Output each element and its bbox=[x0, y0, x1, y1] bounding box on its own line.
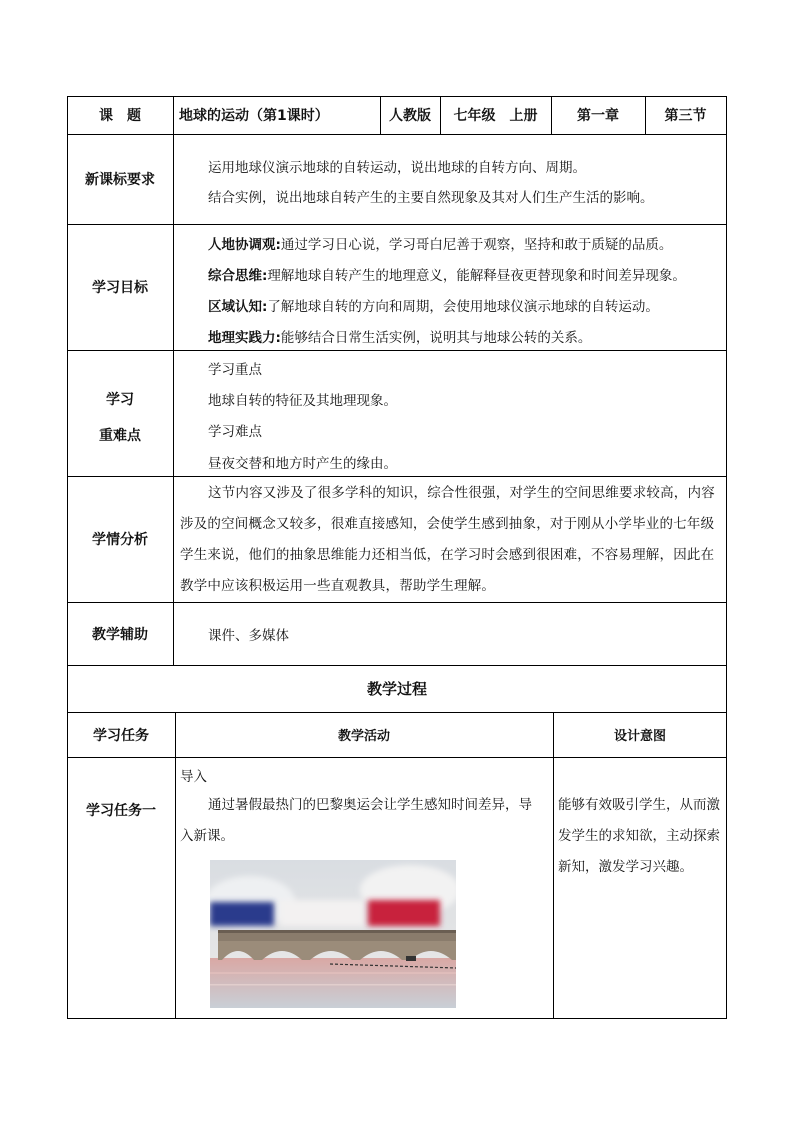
col-task-header: 学习任务 bbox=[93, 727, 149, 744]
edition: 人教版 bbox=[389, 108, 431, 124]
objective-item bbox=[208, 233, 672, 253]
divider bbox=[175, 712, 176, 1019]
objective-key: 地理实践力: bbox=[208, 330, 281, 346]
key-point-line: 学习难点 bbox=[208, 424, 262, 440]
col-activity-header: 教学活动 bbox=[337, 729, 390, 744]
subject-label: 课 题 bbox=[99, 108, 141, 124]
process-title: 教学过程 bbox=[366, 680, 427, 698]
key-points-label: 重难点 bbox=[99, 428, 141, 444]
lesson-title: 地球的运动（第1课时） bbox=[179, 108, 329, 124]
objective-key: 综合思维: bbox=[208, 268, 268, 284]
section: 第三节 bbox=[664, 108, 707, 124]
analysis-text: 这节内容又涉及了很多学科的知识，综合性很强，对学生的空间思维要求较高，内容涉及的空间概念又较多，很难直接感知，会使学生感到抽象，对于刚从小学毕业的七年级学生来说，他们的抽象思维能力还相当低，在学习时会感到很困难，不容易理解，因此在教学中应该积极运用一些直观教具，帮助学生理解。 bbox=[180, 485, 715, 594]
objective-key: 区域认知: bbox=[208, 299, 268, 315]
key-points-label: 学习 bbox=[106, 392, 134, 408]
objective-item bbox=[208, 295, 659, 315]
paris-olympics-photo bbox=[210, 860, 456, 1008]
key-point-line: 昼夜交替和地方时产生的缘由。 bbox=[208, 456, 397, 472]
objective-text: 通过学习日心说，学习哥白尼善于观察，坚持和敢于质疑的品质。 bbox=[280, 237, 673, 253]
curriculum-line: 结合实例，说出地球自转产生的主要自然现象及其对人们生产生活的影响。 bbox=[208, 190, 654, 206]
task1-intent: 能够有效吸引学生，从而激发学生的求知欲，主动探索新知，激发学习兴趣。 bbox=[558, 797, 720, 875]
objective-text: 能够结合日常生活实例，说明其与地球公转的关系。 bbox=[280, 330, 592, 346]
objective-item bbox=[208, 326, 591, 346]
task1-label: 学习任务一 bbox=[86, 803, 156, 819]
divider bbox=[553, 712, 554, 1019]
objective-text: 理解地球自转产生的地理意义，能解释昼夜更替现象和时间差异现象。 bbox=[267, 268, 686, 284]
task1-intro-text: 通过暑假最热门的巴黎奥运会让学生感知时间差异，导入新课。 bbox=[180, 797, 532, 844]
chapter: 第一章 bbox=[577, 108, 619, 124]
curriculum-line: 运用地球仪演示地球的自转运动，说出地球的自转方向、周期。 bbox=[208, 160, 586, 176]
objective-text: 了解地球自转的方向和周期，会使用地球仪演示地球的自转运动。 bbox=[267, 299, 659, 315]
task1-intro-heading: 导入 bbox=[180, 769, 207, 785]
divider bbox=[67, 757, 727, 758]
aids-label: 教学辅助 bbox=[92, 626, 148, 643]
col-intent-header: 设计意图 bbox=[613, 729, 666, 744]
key-point-line: 地球自转的特征及其地理现象。 bbox=[208, 393, 397, 409]
objectives-label: 学习目标 bbox=[92, 280, 148, 296]
grade: 七年级 上册 bbox=[453, 108, 538, 124]
divider bbox=[173, 134, 174, 665]
analysis-label: 学情分析 bbox=[92, 532, 148, 548]
objective-item bbox=[208, 264, 686, 284]
aids-text: 课件、多媒体 bbox=[208, 628, 289, 644]
divider bbox=[67, 350, 727, 351]
key-point-line: 学习重点 bbox=[208, 362, 262, 378]
curriculum-label: 新课标要求 bbox=[85, 172, 155, 188]
objective-key: 人地协调观: bbox=[208, 237, 281, 253]
